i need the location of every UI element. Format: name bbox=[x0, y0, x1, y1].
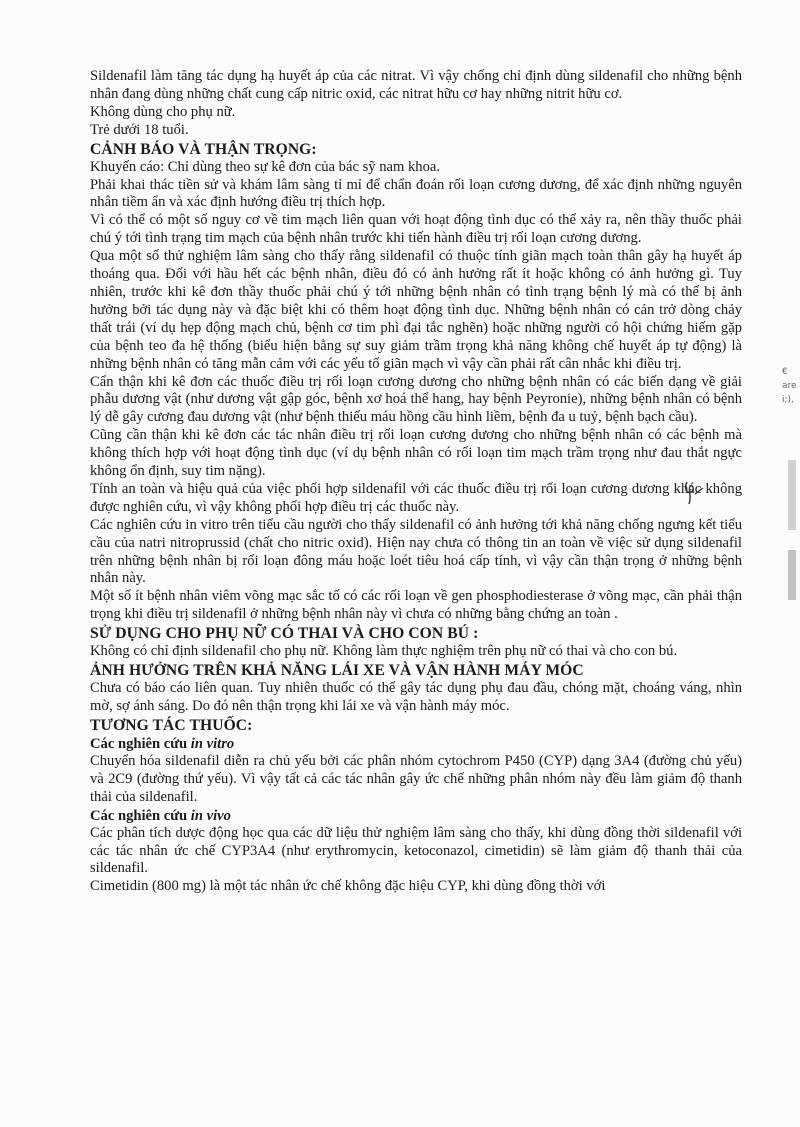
paragraph: Chưa có báo cáo liên quan. Tuy nhiên thuốc có thể gây tác dụng phụ đau đầu, chóng mặt, choáng váng, nhìn mờ, sợ ánh sáng. Do đó nên thận trọng khi lái xe và vận hành máy móc. bbox=[90, 680, 742, 714]
paragraph: Không dùng cho phụ nữ. bbox=[90, 103, 236, 120]
paragraph: Cũng cần thận khi kê đơn các tác nhân điều trị rối loạn cương dương cho những bệnh nhân có các bệnh mà không thích hợp với hoạt động tình dục (ví dụ bệnh nhân có rối loạn tim mạch trầm trọng như đau thắt ngực không ổn định, suy tim nặng). bbox=[90, 427, 742, 480]
paragraph: Cẩn thận khi kê đơn các thuốc điều trị rối loạn cương dương cho những bệnh nhân có các biến dạng về giải phẫu dương vật (như dương vật gập góc, bệnh xơ hoá thể hang, hay bệnh Peyronie), những bệnh nhân có bệnh lý dễ gây cương đau dương vật (như bệnh thiếu máu hồng cầu hình liềm, bệnh đa u tuỷ, bệnh bạch cầu). bbox=[90, 373, 742, 426]
section-heading-pregnancy: SỬ DỤNG CHO PHỤ NỮ CÓ THAI VÀ CHO CON BÚ : bbox=[90, 625, 479, 643]
subheading-in-vitro bbox=[90, 735, 742, 753]
paragraph: Vì có thể có một số nguy cơ về tim mạch liên quan với hoạt động tình dục có thể xảy ra, nên thầy thuốc phải chú ý tới tình trạng tim mạch của bệnh nhân trước khi tiến hành điều trị rối loạn cương dương. bbox=[90, 212, 742, 247]
scan-edge-mark bbox=[788, 550, 796, 600]
section-heading-interactions: TƯƠNG TÁC THUỐC: bbox=[90, 716, 253, 734]
paragraph: Các phân tích dược động học qua các dữ liệu thử nghiệm lâm sàng cho thấy, khi dùng đồng thời sildenafil với các tác nhân ức chế CYP3A4 (như erythromycin, ketoconazol, cimetidin) sẽ làm giảm độ thanh thải của sildenafil. bbox=[90, 824, 742, 877]
subheading-label: Các nghiên cứu bbox=[90, 735, 188, 752]
document-page bbox=[90, 68, 742, 896]
margin-mark: i;), bbox=[782, 395, 794, 405]
margin-mark: are bbox=[782, 381, 797, 391]
signature-mark bbox=[683, 480, 705, 506]
paragraph: Phải khai thác tiền sử và khám lâm sàng tỉ mỉ để chẩn đoán rối loạn cương dương, để xác định những nguyên nhân tiềm ẩn và xác định hướng điều trị thích hợp. bbox=[90, 176, 742, 211]
paragraph: Sildenafil làm tăng tác dụng hạ huyết áp của các nitrat. Vì vậy chống chỉ định dùng sildenafil cho những bệnh nhân đang dùng những chất cung cấp nitric oxid, các nitrat hữu cơ hay những nitrit hữu cơ. bbox=[90, 68, 742, 102]
paragraph: Một số ít bệnh nhân viêm võng mạc sắc tố có các rối loạn về gen phosphodiesterase ở võng mạc, cần phải thận trọng khi điều trị sildenafil ở những bệnh nhân này vì chưa có những bằng chứng an toàn . bbox=[90, 588, 742, 623]
subheading-emphasis: in vivo bbox=[190, 807, 231, 824]
paragraph: Chuyển hóa sildenafil diễn ra chủ yếu bởi các phân nhóm cytochrom P450 (CYP) dạng 3A4 (đường chủ yếu) và 2C9 (đường thứ yếu). Vì vậy tất cả các tác nhân gây ức chế những phân nhóm này đều làm giảm độ thanh thải của sildenafil. bbox=[90, 752, 742, 805]
paragraph: Trẻ dưới 18 tuổi. bbox=[90, 121, 189, 138]
paragraph: Cimetidin (800 mg) là một tác nhân ức chế không đặc hiệu CYP, khi dùng đồng thời với bbox=[90, 878, 606, 895]
paragraph: Không có chỉ định sildenafil cho phụ nữ. Không làm thực nghiệm trên phụ nữ có thai và cho con bú. bbox=[90, 643, 678, 660]
paragraph: Khuyến cáo: Chỉ dùng theo sự kê đơn của bác sỹ nam khoa. bbox=[90, 158, 440, 175]
subheading-in-vivo bbox=[90, 807, 742, 825]
section-heading-driving: ẢNH HƯỞNG TRÊN KHẢ NĂNG LÁI XE VÀ VẬN HÀNH MÁY MÓC bbox=[90, 662, 584, 680]
subheading-emphasis: in vitro bbox=[190, 735, 235, 752]
scan-edge-mark bbox=[788, 460, 796, 530]
paragraph: Tính an toàn và hiệu quả của việc phối hợp sildenafil với các thuốc điều trị rối loạn cương dương khác không được nghiên cứu, vì vậy không phối hợp điều trị các thuốc này. bbox=[90, 480, 742, 515]
paragraph: Qua một số thử nghiệm lâm sàng cho thấy rằng sildenafil có thuộc tính giãn mạch toàn thân gây hạ huyết áp thoáng qua. Đối với hầu hết các bệnh nhân, điều đó có ảnh hưởng rất ít hoặc không có ảnh hưởng gì. Tuy nhiên, trước khi kê đơn thầy thuốc phải chú ý tới những bệnh nhân có tình trạng bệnh lý mà có thể bị ảnh hưởng bởi tác dụng này và đặc biệt khi có thêm hoạt động tình dục. Những bệnh nhân có cản trở dòng chảy thất trái (ví dụ hẹp động mạch chủ, bệnh cơ tim phì đại tắc nghẽn) hoặc những người có hội chứng hiếm gặp của bệnh teo đa hệ thống (biểu hiện bằng sự suy giảm trầm trọng khả năng không chế huyết áp tự động) là những bệnh nhân có tăng mẫn cảm với các yếu tố giãn mạch vì vậy cần phải rất cân nhắc khi điều trị. bbox=[90, 248, 742, 372]
subheading-label: Các nghiên cứu bbox=[90, 807, 188, 824]
paragraph: Các nghiên cứu in vitro trên tiểu cầu người cho thấy sildenafil có ảnh hưởng tới khả năng chống ngưng kết tiểu cầu của natri nitroprussid (chất cho nitric oxid). Hiện nay chưa có thông tin an toàn về việc sử dụng sildenafil trên những bệnh nhân bị rối loạn đông máu hoặc loét tiêu hoá cấp tính, vì vậy cần thận trọng ở những bệnh nhân này. bbox=[90, 516, 742, 587]
section-heading-warnings: CẢNH BÁO VÀ THẬN TRỌNG: bbox=[90, 140, 317, 158]
margin-mark: € bbox=[782, 367, 788, 377]
margin-marks bbox=[782, 365, 800, 407]
